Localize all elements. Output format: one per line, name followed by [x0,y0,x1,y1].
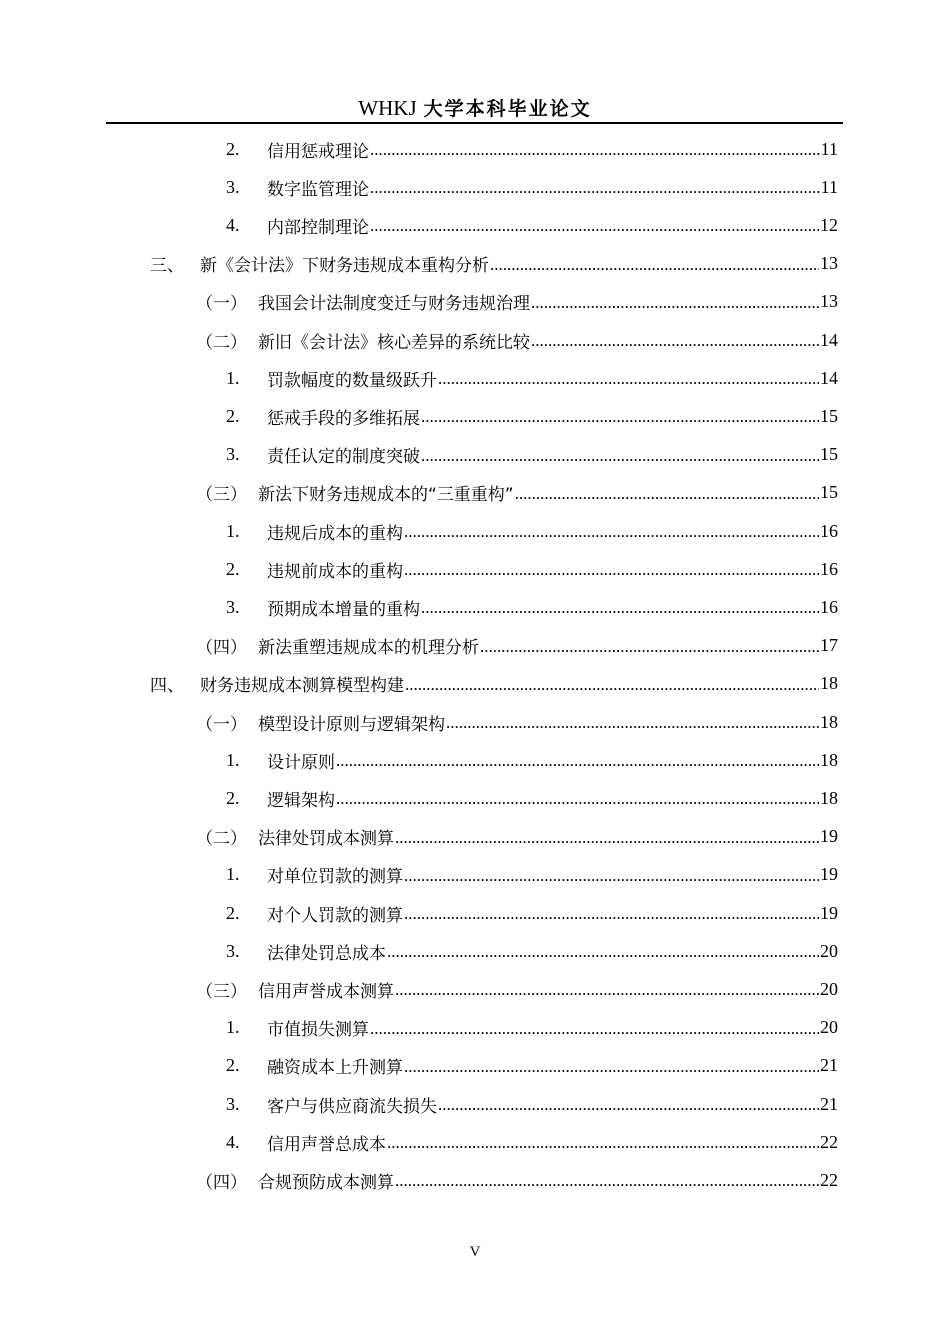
toc-entry[interactable] [226,1123,838,1161]
toc-entry[interactable] [226,1085,838,1123]
dot-leader [446,713,819,733]
toc-entry-page: 19 [820,826,838,847]
toc-entry-title: 财务违规成本测算模型构建 [200,676,404,697]
dot-leader [370,178,820,198]
toc-entry[interactable] [196,970,838,1008]
toc-entry-page: 18 [820,673,838,694]
dot-leader [395,1171,819,1191]
toc-entry-page: 18 [820,711,838,732]
toc-entry[interactable] [196,703,838,741]
toc-entry-number: 4. [226,214,240,235]
toc-entry-title: 新法下财务违规成本的“三重重构” [258,485,514,506]
dot-leader [405,675,819,695]
toc-entry[interactable] [150,665,838,703]
toc-entry-page: 16 [820,520,838,541]
toc-entry-number: 3. [226,1093,240,1114]
toc-entry-number: 3. [226,176,240,197]
toc-entry-number: 3. [226,444,240,465]
dot-leader [336,789,819,809]
dot-leader [531,293,819,313]
dot-leader [421,407,819,427]
header-latin: WHKJ [358,96,417,120]
toc-entry-title: 新《会计法》下财务违规成本重构分析 [200,256,489,277]
toc-entry-number: 3. [226,596,240,617]
dot-leader [387,942,819,962]
dot-leader [531,331,819,351]
toc-entry-number: 2. [226,1055,240,1076]
dot-leader [370,216,819,236]
toc-entry-number: 1. [226,1017,240,1038]
toc-entry-page: 16 [820,558,838,579]
toc-entry-title: 对单位罚款的测算 [267,867,403,888]
toc-entry-number: 1. [226,749,240,770]
toc-entry-title: 惩戒手段的多维拓展 [267,408,420,429]
toc-entry[interactable] [226,436,838,474]
toc-entry-page: 19 [820,902,838,923]
toc-entry-number: （二） [196,332,247,353]
toc-entry-title: 信用声誉成本测算 [258,981,394,1002]
toc-entry-number: （四） [196,638,247,659]
toc-entry-title: 信用惩戒理论 [267,141,369,162]
toc-entry-number: （四） [196,1172,247,1193]
toc-entry-number: 三、 [150,256,184,277]
toc-entry-page: 18 [820,787,838,808]
page-number: V [469,1244,481,1260]
dot-leader [395,828,819,848]
toc-entry-number: （三） [196,485,247,506]
toc-entry[interactable] [226,1047,838,1085]
toc-entry-page: 21 [820,1055,838,1076]
dot-leader [404,866,819,886]
toc-entry[interactable] [226,779,838,817]
toc-entry[interactable] [196,321,838,359]
toc-entry-number: 2. [226,787,240,808]
toc-entry[interactable] [226,1009,838,1047]
toc-entry-page: 13 [820,253,838,274]
toc-entry-title: 法律处罚总成本 [267,943,386,964]
toc-entry-number: 2. [226,138,240,159]
toc-entry-page: 14 [820,329,838,350]
toc-entry-number: 1. [226,864,240,885]
toc-entry-page: 14 [820,367,838,388]
dot-leader [404,560,819,580]
toc-entry-number: 1. [226,367,240,388]
toc-entry[interactable] [226,550,838,588]
toc-entry-page: 15 [820,444,838,465]
toc-entry-title: 设计原则 [267,752,335,773]
toc-entry-page: 20 [820,1017,838,1038]
toc-entry[interactable] [226,932,838,970]
toc-entry[interactable] [226,397,838,435]
dot-leader [370,1019,819,1039]
toc-entry-number: （三） [196,981,247,1002]
toc-entry-title: 责任认定的制度突破 [267,447,420,468]
toc-entry-number: 2. [226,902,240,923]
toc-entry[interactable] [196,283,838,321]
toc-entry-number: 2. [226,405,240,426]
toc-entry-number: 4. [226,1131,240,1152]
toc-entry-title: 预期成本增量的重构 [267,599,420,620]
page-header [0,94,950,121]
dot-leader [421,446,819,466]
toc-entry-title: 违规后成本的重构 [267,523,403,544]
toc-entry-number: 3. [226,940,240,961]
toc-entry-title: 对个人罚款的测算 [267,905,403,926]
toc-entry-page: 11 [820,138,838,159]
dot-leader [370,140,820,160]
toc-entry[interactable] [226,206,838,244]
dot-leader [404,1057,819,1077]
toc-entry-title: 内部控制理论 [267,217,369,238]
toc-entry-page: 17 [820,635,838,656]
toc-entry-number: 1. [226,520,240,541]
toc-entry-number: 四、 [150,676,184,697]
toc-entry-title: 模型设计原则与逻辑架构 [258,714,445,735]
toc-entry-page: 13 [820,291,838,312]
toc-entry-page: 21 [820,1093,838,1114]
header-title: 大学本科毕业论文 [423,98,592,120]
dot-leader [515,484,819,504]
toc-entry-number: （一） [196,294,247,315]
toc-entry-title: 融资成本上升测算 [267,1058,403,1079]
toc-entry[interactable] [226,130,838,168]
dot-leader [490,255,819,275]
toc-entry-page: 11 [820,176,838,197]
dot-leader [438,369,819,389]
toc-entry[interactable] [150,245,838,283]
toc-entry[interactable] [226,359,838,397]
toc-entry-number: （一） [196,714,247,735]
toc-entry[interactable] [196,627,838,665]
dot-leader [404,522,819,542]
toc-entry[interactable] [196,818,838,856]
toc-entry-number: 2. [226,558,240,579]
dot-leader [480,637,819,657]
toc-entry-page: 12 [820,214,838,235]
toc-entry-title: 新法重塑违规成本的机理分析 [258,638,479,659]
toc-entry-title: 客户与供应商流失损失 [267,1096,437,1117]
toc-entry-title: 信用声誉总成本 [267,1134,386,1155]
toc-entry[interactable] [226,512,838,550]
dot-leader [421,598,819,618]
toc-entry-page: 15 [820,482,838,503]
toc-entry[interactable] [196,474,838,512]
dot-leader [404,904,819,924]
toc-entry-page: 22 [820,1169,838,1190]
toc-entry[interactable] [196,1161,838,1199]
header-rule [106,122,843,124]
toc-entry-page: 20 [820,978,838,999]
toc-entry-page: 19 [820,864,838,885]
toc-entry-title: 我国会计法制度变迁与财务违规治理 [258,294,530,315]
dot-leader [336,751,819,771]
toc-entry-page: 15 [820,405,838,426]
toc-entry-title: 数字监管理论 [267,179,369,200]
toc-entry-title: 新旧《会计法》核心差异的系统比较 [258,332,530,353]
toc-entry-page: 22 [820,1131,838,1152]
dot-leader [387,1133,819,1153]
toc-entry[interactable] [226,741,838,779]
toc-entry-title: 逻辑架构 [267,790,335,811]
toc-entry[interactable] [226,856,838,894]
toc-entry-title: 法律处罚成本测算 [258,829,394,850]
toc-entry-page: 18 [820,749,838,770]
toc-entry-page: 16 [820,596,838,617]
toc-entry[interactable] [226,894,838,932]
toc-entry-title: 合规预防成本测算 [258,1172,394,1193]
toc-entry[interactable] [226,168,838,206]
toc-entry-page: 20 [820,940,838,961]
dot-leader [395,980,819,1000]
toc-entry-title: 市值损失测算 [267,1020,369,1041]
toc-entry-title: 罚款幅度的数量级跃升 [267,370,437,391]
toc-entry[interactable] [226,588,838,626]
dot-leader [438,1095,819,1115]
toc-entry-number: （二） [196,829,247,850]
toc-entry-title: 违规前成本的重构 [267,561,403,582]
